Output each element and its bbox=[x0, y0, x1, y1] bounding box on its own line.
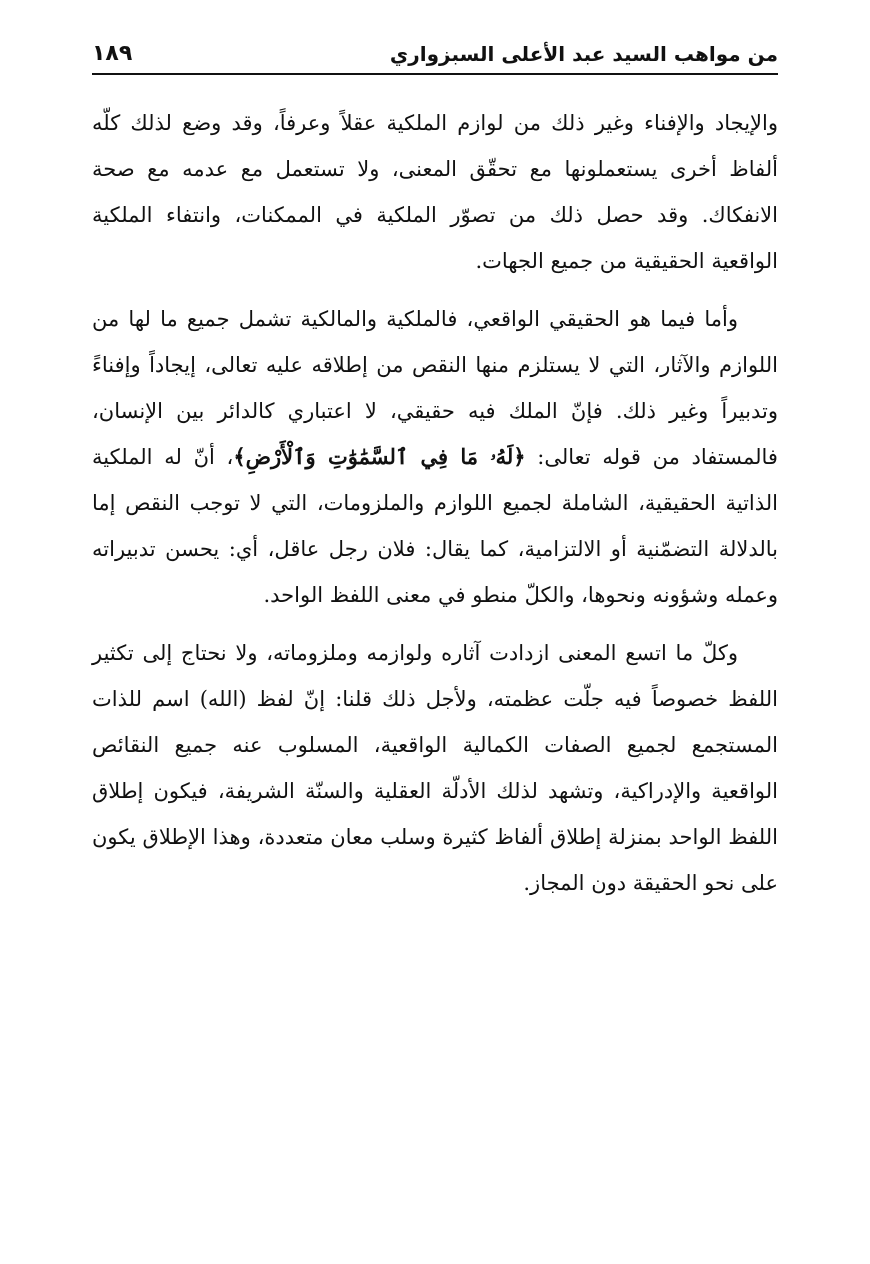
body-text bbox=[92, 100, 778, 906]
header-title: من مواهب السيد عبد الأعلى السبزواري bbox=[389, 42, 778, 66]
paragraph-2 bbox=[92, 296, 778, 618]
header-divider bbox=[92, 73, 778, 75]
page-number: ١٨٩ bbox=[92, 41, 133, 66]
running-head bbox=[92, 34, 778, 68]
paragraph-1: والإيجاد والإفناء وغير ذلك من لوازم الملكية عقلاً وعرفاً، وقد وضع لذلك كلّه ألفاظ أخرى يستعملونها مع تحقّق المعنى، ولا تستعمل مع عدمه مع صحة الانفكاك. وقد حصل ذلك من تصوّر الملكية في الممكنات، وانتفاء الملكية الواقعية الحقيقية من جميع الجهات. bbox=[92, 111, 778, 273]
paragraph-2-text-before: وأما فيما هو الحقيقي الواقعي، فالملكية والمالكية تشمل جميع ما لها من اللوازم والآثار، التي لا يستلزم منها النقص من إطلاقه عليه تعالى، إيجاداً وإفناءً وتدبيراً وغير ذلك. فإنّ الملك فيه حقيقي، لا اعتباري كالدائر بين الإنسان، فالمستفاد من قوله تعالى: bbox=[92, 307, 778, 469]
quran-verse-quote: ﴿لَهُۥ مَا فِي ٱلسَّمَٰوَٰتِ وَٱلْأَرْضِ﴾ bbox=[233, 444, 526, 469]
paragraph-2-text-after: ، أنّ له الملكية الذاتية الحقيقية، الشاملة لجميع اللوازم والملزومات، التي لا توجب النقص إما بالدلالة التضمّنية أو الالتزامية، كما يقال: فلان رجل عاقل، أي: يحسن تدبيراته وعمله وشؤونه ونحوها، والكلّ منطو في معنى اللفظ الواحد. bbox=[92, 445, 778, 607]
paragraph-3: وكلّ ما اتسع المعنى ازدادت آثاره ولوازمه وملزوماته، ولا نحتاج إلى تكثير اللفظ خصوصاً فيه جلّت عظمته، ولأجل ذلك قلنا: إنّ لفظ (الله) اسم للذات المستجمع لجميع الصفات الكمالية الواقعية، المسلوب عنه جميع النقائص الواقعية والإدراكية، وتشهد لذلك الأدلّة العقلية والسنّة الشريفة، فيكون إطلاق اللفظ الواحد بمنزلة إطلاق ألفاظ كثيرة وسلب معان متعددة، وهذا الإطلاق يكون على نحو الحقيقة دون المجاز. bbox=[92, 641, 778, 895]
